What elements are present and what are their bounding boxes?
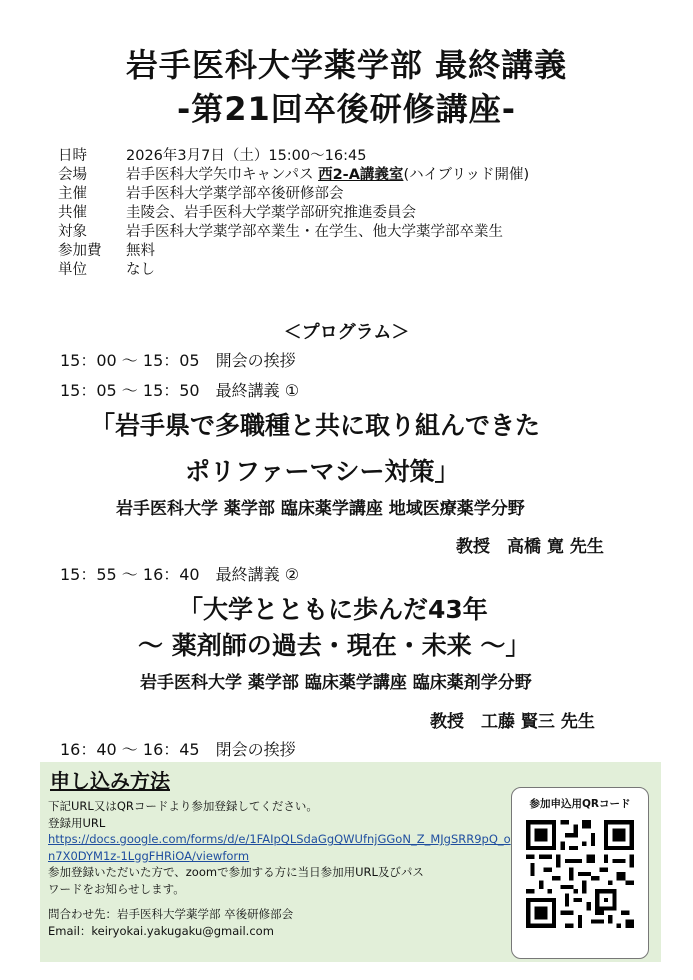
lecture2-title-line1: 「大学とともに歩んだ43年 bbox=[178, 595, 488, 624]
venue-campus: 岩手医科大学矢巾キャンパス bbox=[126, 167, 319, 183]
url-line-2[interactable]: n7X0DYM1z-1LggFHRiOA/viewform bbox=[48, 848, 250, 863]
application-text bbox=[48, 798, 518, 939]
lecture1-title-line2: ポリファーマシー対策」 bbox=[185, 457, 460, 486]
venue-note: (ハイブリッド開催) bbox=[403, 167, 530, 183]
page-title: 岩手医科大学薬学部 最終講義 bbox=[125, 46, 568, 84]
program-heading: ＜プログラム＞ bbox=[283, 322, 410, 343]
qr-card bbox=[511, 787, 649, 959]
zoom-note-1: 参加登録いただいた方で、zoomで参加する方に当日参加用URL及びパス bbox=[48, 865, 424, 879]
info-label: 主催 bbox=[58, 186, 87, 202]
lecture2-speaker: 教授 工藤 賢三 先生 bbox=[430, 712, 595, 732]
lecture1-affiliation: 岩手医科大学 薬学部 臨床薬学講座 地域医療薬学分野 bbox=[116, 499, 525, 519]
lecture2-title-line2: ～ 薬剤師の過去・現在・未来 ～」 bbox=[138, 631, 531, 660]
application-section bbox=[40, 762, 661, 962]
info-label: 会場 bbox=[58, 167, 87, 183]
event-info bbox=[58, 147, 658, 280]
info-label: 単位 bbox=[58, 262, 87, 278]
info-value: 圭陵会、岩手医科大学薬学部研究推進委員会 bbox=[126, 205, 416, 221]
info-label: 対象 bbox=[58, 224, 87, 240]
registration-url-link[interactable] bbox=[48, 832, 511, 863]
page-subtitle: -第21回卒後研修講座- bbox=[176, 90, 517, 128]
info-row-venue bbox=[58, 166, 658, 185]
info-row-target bbox=[58, 223, 658, 242]
url-label: 登録用URL bbox=[48, 815, 106, 830]
info-value: 2026年3月7日（土）15:00～16:45 bbox=[126, 148, 367, 164]
opening-line: 15：00 ～ 15：05 開会の挨拶 bbox=[60, 351, 296, 370]
lecture2-time: 15：55 ～ 16：40 最終講義 ② bbox=[60, 565, 300, 584]
info-value: 岩手医科大学薬学部卒後研修部会 bbox=[126, 186, 344, 202]
application-title: 申し込み方法 bbox=[50, 769, 170, 793]
closing-line: 16：40 ～ 16：45 閉会の挨拶 bbox=[60, 740, 296, 759]
info-row-host bbox=[58, 185, 658, 204]
email-line: Email：keiryokai.yakugaku@gmail.com bbox=[48, 923, 274, 938]
lecture1-speaker: 教授 高橋 寛 先生 bbox=[456, 537, 604, 557]
info-label: 共催 bbox=[58, 205, 87, 221]
qr-code-icon[interactable] bbox=[526, 820, 634, 928]
lecture1-time: 15：05 ～ 15：50 最終講義 ① bbox=[60, 381, 300, 400]
info-row-credit bbox=[58, 261, 658, 280]
info-value: 岩手医科大学薬学部卒業生・在学生、他大学薬学部卒業生 bbox=[126, 224, 503, 240]
info-row-date bbox=[58, 147, 658, 166]
qr-label: 参加申込用QRコード bbox=[529, 798, 631, 810]
zoom-note-2: ワードをお知らせします。 bbox=[48, 881, 185, 896]
lecture2-affiliation: 岩手医科大学 薬学部 臨床薬学講座 臨床薬剤学分野 bbox=[140, 673, 532, 693]
url-line-1[interactable]: https://docs.google.com/forms/d/e/1FAIpQLSdaGgQWUfnjGGoN_Z_MJgSRR9pQ_o bbox=[48, 832, 511, 846]
info-value: なし bbox=[126, 262, 155, 278]
application-instruction: 下記URL又はQRコードより参加登録してください。 bbox=[48, 799, 318, 813]
contact-line: 問合わせ先：岩手医科大学薬学部 卒後研修部会 bbox=[48, 907, 294, 921]
info-value-venue bbox=[126, 166, 529, 185]
info-label: 参加費 bbox=[58, 243, 102, 259]
lecture1-title-line1: 「岩手県で多職種と共に取り組んできた bbox=[90, 411, 541, 440]
info-label: 日時 bbox=[58, 148, 87, 164]
info-value: 無料 bbox=[126, 243, 155, 259]
info-row-cohost bbox=[58, 204, 658, 223]
venue-room: 西2-A講義室 bbox=[318, 167, 404, 183]
info-row-fee bbox=[58, 242, 658, 261]
